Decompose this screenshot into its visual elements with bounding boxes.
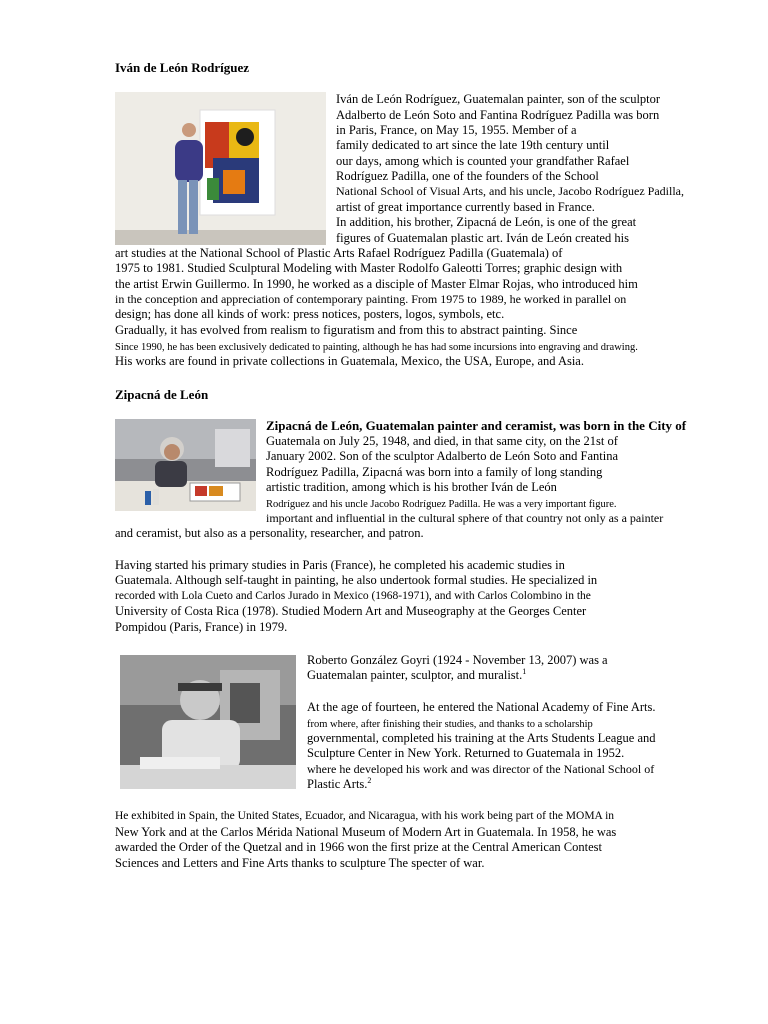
text-line: art studies at the National School of Plastic Arts Rafael Rodríguez Padilla (Guatemala) of (115, 246, 563, 260)
text-line: from where, after finishing their studies, and thanks to a scholarship (307, 719, 593, 730)
text-line: in Paris, France, on May 15, 1955. Member of a (336, 123, 577, 137)
text-line: recorded with Lola Cueto and Carlos Jurado in Mexico (1968-1971), and with Carlos Colombino in the (115, 590, 591, 602)
text-line: artistic tradition, among which is his brother Iván de León (266, 480, 557, 494)
text-line: His works are found in private collections in Guatemala, Mexico, the USA, Europe, and Asia. (115, 354, 584, 368)
text-line: Pompidou (Paris, France) in 1979. (115, 620, 288, 634)
text-line: Since 1990, he has been exclusively dedicated to painting, although he has had some incursions into engraving and drawing. (115, 342, 638, 353)
text-line: Zipacná de León, Guatemalan painter and ceramist, was born in the City of (266, 418, 687, 433)
text-line: At the age of fourteen, he entered the National Academy of Fine Arts. (307, 700, 656, 714)
text-line: January 2002. Son of the sculptor Adalberto de León Soto and Fantina (266, 449, 619, 463)
text-line: Having started his primary studies in Paris (France), he completed his academic studies in (115, 558, 565, 572)
text-line: artist of great importance currently based in France. (336, 200, 595, 214)
text-line: the artist Erwin Guillermo. In 1990, he worked as a disciple of Master Elmar Rojas, who introduced him (115, 277, 638, 291)
text-line: figures of Guatemalan plastic art. Iván de León created his (336, 231, 629, 245)
text-line: National School of Visual Arts, and his uncle, Jacobo Rodríguez Padilla, (336, 184, 684, 198)
text-span: Plastic Arts. (307, 777, 368, 791)
text-line: Roberto González Goyri (1924 - November 13, 2007) was a (307, 653, 608, 667)
text-line: Sculpture Center in New York. Returned to Guatemala in 1952. (307, 746, 625, 760)
photo-roberto-gonzalez-goyri (120, 655, 296, 789)
text-line: design; has done all kinds of work: press notices, posters, logos, symbols, etc. (115, 307, 505, 321)
text-line: New York and at the Carlos Mérida National Museum of Modern Art in Guatemala. In 1958, he was (115, 825, 617, 839)
photo-ivan-de-leon (115, 92, 326, 245)
text-span: Guatemalan painter, sculptor, and muralist. (307, 668, 523, 682)
photo-zipacna-de-leon (115, 419, 256, 511)
text-line: our days, among which is counted your grandfather Rafael (336, 154, 630, 168)
text-line: awarded the Order of the Quetzal and in 1966 won the first prize at the Central American Contest (115, 840, 602, 854)
text-line: He exhibited in Spain, the United States, Ecuador, and Nicaragua, with his work being part of the MOMA in (115, 810, 615, 822)
footnote-ref[interactable]: 2 (367, 775, 372, 785)
text-line: Iván de León Rodríguez, Guatemalan painter, son of the sculptor (336, 92, 661, 106)
text-line: University of Costa Rica (1978). Studied Modern Art and Museography at the Georges Center (115, 604, 587, 618)
text-line: governmental, completed his training at the Arts Students League and (307, 731, 656, 745)
text-line: and ceramist, but also as a personality, researcher, and patron. (115, 526, 424, 540)
text-line: Guatemala. Although self-taught in painting, he also undertook formal studies. He specialized in (115, 573, 598, 587)
text-line: where he developed his work and was director of the National School of (307, 762, 655, 776)
text-line: Guatemala on July 25, 1948, and died, in that same city, on the 21st of (266, 434, 618, 448)
text-line: Rodríguez Padilla, one of the founders of the School (336, 169, 599, 183)
text-line: Gradually, it has evolved from realism to figuratism and from this to abstract painting. Since (115, 323, 578, 337)
section-heading-zipacna: Zipacná de León (115, 387, 209, 402)
text-line: Rodríguez and his uncle Jacobo Rodríguez Padilla. He was a very important figure. (266, 499, 617, 510)
section-heading-ivan: Iván de León Rodríguez (115, 60, 249, 75)
text-line (307, 777, 371, 793)
text-line: Adalberto de León Soto and Fantina Rodríguez Padilla was born (336, 108, 660, 122)
text-line: In addition, his brother, Zipacná de León, is one of the great (336, 215, 637, 229)
text-line: family dedicated to art since the late 19th century until (336, 138, 610, 152)
text-line: important and influential in the cultural sphere of that country not only as a painter (266, 511, 664, 525)
text-line (307, 668, 526, 684)
footnote-ref[interactable]: 1 (522, 666, 527, 676)
text-line: 1975 to 1981. Studied Sculptural Modeling with Master Rodolfo Galeotti Torres; graphic design with (115, 261, 623, 275)
text-line: Sciences and Letters and Fine Arts thanks to sculpture The specter of war. (115, 856, 485, 870)
text-line: Rodríguez Padilla, Zipacná was born into a family of long standing (266, 465, 603, 479)
text-line: in the conception and appreciation of contemporary painting. From 1975 to 1989, he worked in parallel on (115, 292, 627, 306)
